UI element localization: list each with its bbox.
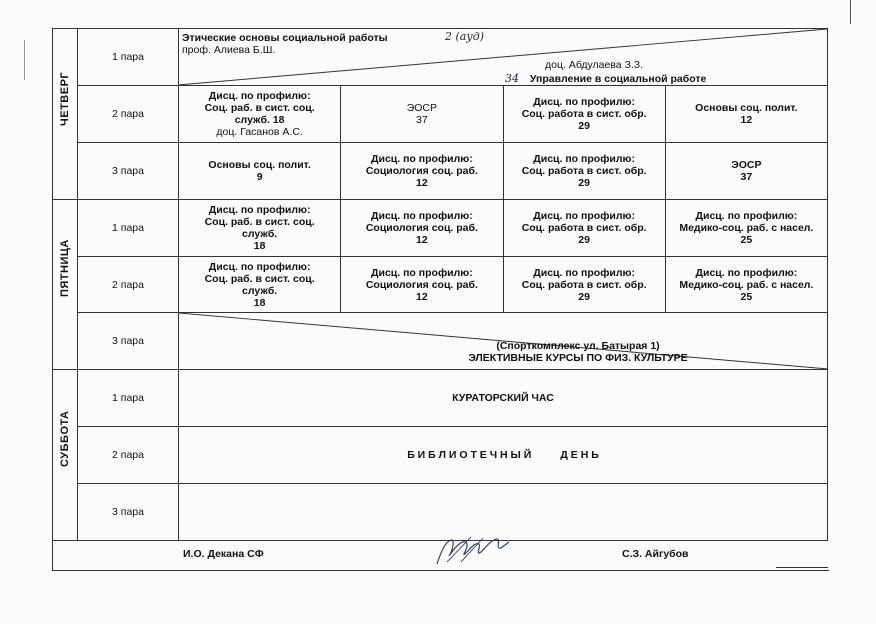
teacher-name: доц. Гасанов А.С. bbox=[216, 125, 303, 138]
room-number: 25 bbox=[740, 290, 753, 303]
dean-name: С.З. Айгубов bbox=[622, 548, 689, 560]
lesson-line: Дисц. по профилю: bbox=[533, 152, 635, 165]
room-number: 25 bbox=[740, 233, 753, 246]
room-number: 12 bbox=[740, 113, 753, 126]
lesson-cell bbox=[503, 256, 665, 313]
split-lesson-cell bbox=[179, 29, 828, 86]
schedule-table bbox=[52, 28, 828, 541]
lesson-line: Дисц. по профилю: bbox=[695, 209, 798, 222]
table-row bbox=[53, 85, 828, 142]
lesson-line: Основы соц. полит. bbox=[208, 158, 311, 171]
lesson-line: служб. 18 bbox=[234, 113, 285, 126]
lesson-cell: КУРАТОРСКИЙ ЧАС bbox=[179, 370, 828, 427]
scan-edge bbox=[24, 40, 25, 80]
pair-label: 2 пара bbox=[78, 85, 179, 142]
dean-title: И.О. Декана СФ bbox=[183, 548, 264, 560]
table-row bbox=[53, 142, 828, 199]
lesson-cell bbox=[665, 199, 827, 256]
pair-label: 2 пара bbox=[78, 427, 179, 484]
elective-block bbox=[179, 340, 827, 364]
divider bbox=[776, 567, 828, 568]
lesson-line: Дисц. по профилю: bbox=[533, 209, 635, 222]
lesson-cell bbox=[341, 199, 503, 256]
room-number: 12 bbox=[416, 290, 428, 303]
day-cell-thursday bbox=[53, 29, 78, 200]
lesson-cell bbox=[665, 85, 827, 142]
day-cell-saturday bbox=[53, 370, 78, 541]
lesson-line: Соц. раб. в сист. соц. bbox=[204, 215, 315, 228]
lesson-line: Соц. раб. в сист. соц. bbox=[204, 272, 315, 285]
table-row bbox=[53, 29, 828, 86]
table-row bbox=[53, 256, 828, 313]
footer bbox=[52, 540, 829, 571]
lesson-cell bbox=[179, 256, 341, 313]
lesson-cell bbox=[665, 256, 827, 313]
room-number: 18 bbox=[253, 296, 266, 309]
lesson-title: Управление в социальной работе bbox=[529, 73, 707, 85]
lesson-line: служб. bbox=[242, 284, 278, 297]
room-number: 18 bbox=[253, 239, 266, 252]
lesson-cell bbox=[503, 85, 665, 142]
lesson-line: Медико-соц. раб. с насел. bbox=[679, 221, 814, 234]
room-number: 29 bbox=[578, 233, 590, 246]
table-row bbox=[53, 199, 828, 256]
lesson-cell: Б И Б Л И О Т Е Ч Н Ы Й Д Е Н Ь bbox=[179, 427, 828, 484]
table-row bbox=[53, 484, 828, 541]
lesson-title: ЭЛЕКТИВНЫЕ КУРСЫ ПО ФИЗ. КУЛЬТУРЕ bbox=[468, 352, 688, 365]
location-text: (Спорткомплекс ул. Батырая 1) bbox=[496, 340, 660, 353]
split-bottom-right bbox=[505, 59, 707, 85]
scan-edge bbox=[850, 0, 851, 24]
room-number: 29 bbox=[578, 119, 590, 132]
lesson-line: Дисц. по профилю: bbox=[533, 95, 635, 108]
room-number: 37 bbox=[416, 113, 428, 126]
pair-label: 3 пара bbox=[78, 484, 179, 541]
pair-label: 3 пара bbox=[78, 313, 179, 370]
lesson-line: Дисц. по профилю: bbox=[208, 203, 311, 216]
teacher-name: проф. Алиева Б.Ш. bbox=[182, 44, 276, 56]
teacher-name: доц. Абдулаева З.З. bbox=[545, 59, 644, 71]
pair-label: 1 пара bbox=[78, 199, 179, 256]
lesson-cell bbox=[341, 85, 503, 142]
pair-label: 3 пара bbox=[78, 142, 179, 199]
room-number: 34 bbox=[505, 72, 519, 85]
lesson-line: Социология соц. раб. bbox=[365, 221, 478, 234]
lesson-cell bbox=[503, 199, 665, 256]
lesson-line: Дисц. по профилю: bbox=[208, 89, 311, 102]
lesson-title: Этические основы социальной работы bbox=[182, 32, 388, 44]
lesson-line: Дисц. по профилю: bbox=[695, 266, 798, 279]
room-number: 37 bbox=[740, 170, 753, 183]
signature-icon bbox=[431, 534, 511, 568]
lesson-line: Соц. работа в сист. обр. bbox=[521, 107, 647, 120]
room-number: 12 bbox=[416, 176, 428, 189]
lesson-line: Основы соц. полит. bbox=[695, 101, 798, 114]
lesson-line: Дисц. по профилю: bbox=[208, 260, 311, 273]
lesson-line: служб. bbox=[242, 227, 278, 240]
lesson-cell bbox=[341, 256, 503, 313]
day-cell-friday bbox=[53, 199, 78, 370]
lesson-cell bbox=[179, 142, 341, 199]
room-number: 12 bbox=[416, 233, 428, 246]
day-label: ПЯТНИЦА bbox=[59, 238, 71, 297]
table-row bbox=[53, 370, 828, 427]
lesson-cell bbox=[179, 199, 341, 256]
split-top-left bbox=[182, 32, 388, 56]
table-row bbox=[53, 427, 828, 484]
table-row bbox=[53, 313, 828, 370]
lesson-line: Соц. работа в сист. обр. bbox=[521, 164, 647, 177]
lesson-line: Дисц. по профилю: bbox=[533, 266, 635, 279]
handwritten-note: 2 (ауд) bbox=[445, 30, 484, 43]
pair-label: 1 пара bbox=[78, 370, 179, 427]
room-number: 29 bbox=[578, 176, 590, 189]
lesson-line: Дисц. по профилю: bbox=[371, 152, 473, 165]
pair-label: 2 пара bbox=[78, 256, 179, 313]
lesson-line: Соц. работа в сист. обр. bbox=[521, 278, 647, 291]
lesson-line: Социология соц. раб. bbox=[365, 278, 478, 291]
day-label: СУББОТА bbox=[59, 410, 71, 468]
room-number: 9 bbox=[256, 170, 263, 183]
lesson-line: Медико-соц. раб. с насел. bbox=[679, 278, 814, 291]
lesson-line: Соц. раб. в сист. соц. bbox=[204, 101, 315, 114]
lesson-line: Соц. работа в сист. обр. bbox=[521, 221, 647, 234]
lesson-cell bbox=[503, 142, 665, 199]
lesson-line: Дисц. по профилю: bbox=[371, 266, 473, 279]
lesson-line: Дисц. по профилю: bbox=[371, 209, 473, 222]
lesson-cell bbox=[665, 142, 827, 199]
split-lesson-cell bbox=[179, 313, 828, 370]
lesson-line: Социология соц. раб. bbox=[365, 164, 478, 177]
pair-label: 1 пара bbox=[78, 29, 179, 86]
room-number: 29 bbox=[578, 290, 590, 303]
lesson-line: ЭОСР bbox=[406, 101, 438, 114]
lesson-cell bbox=[179, 85, 341, 142]
lesson-cell bbox=[179, 484, 828, 541]
lesson-line: ЭОСР bbox=[731, 158, 762, 171]
lesson-cell bbox=[341, 142, 503, 199]
day-label: ЧЕТВЕРГ bbox=[59, 71, 71, 126]
